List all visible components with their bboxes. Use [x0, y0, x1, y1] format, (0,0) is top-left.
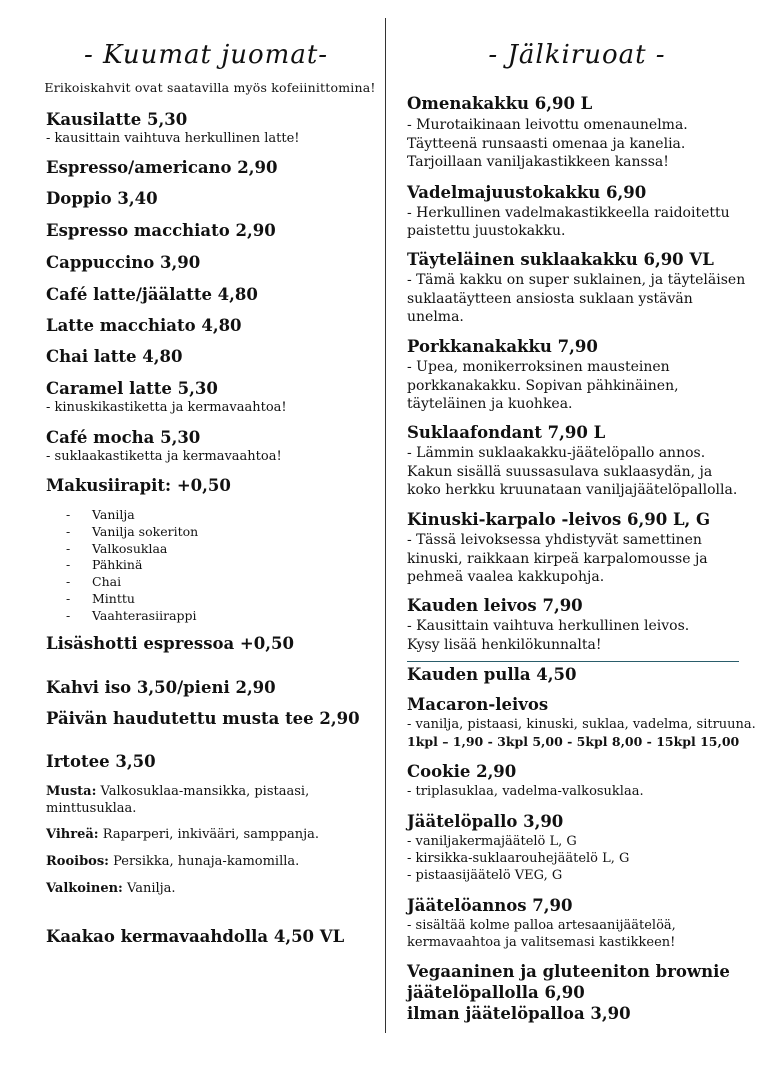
menu-item-desc: - vaniljakermajäätelö L, G [407, 834, 577, 849]
menu-item-desc: kinuski, raikkaan kirpeä karpalomousse ja [407, 551, 708, 567]
menu-item-desc: - pistaasijäätelö VEG, G [407, 868, 563, 883]
menu-item-kauden-leivos: Kauden leivos 7,90 [407, 596, 583, 615]
list-item: - Vaahterasiirappi [66, 607, 197, 623]
menu-item-desc: - Tässä leivoksessa yhdistyvät samettinen [407, 532, 702, 548]
menu-item-desc: - suklaakastiketta ja kermavaahtoa! [46, 449, 282, 464]
column-divider [385, 18, 386, 1033]
menu-item-macaron: Macaron-leivos [407, 695, 549, 714]
menu-item-desc: paistettu juustokakku. [407, 223, 566, 239]
menu-item-desc: - kirsikka-suklaarouhejäätelö L, G [407, 851, 630, 866]
menu-item-cafe-latte: Café latte/jäälatte 4,80 [46, 285, 258, 304]
menu-item-desc: unelma. [407, 309, 464, 325]
desserts-title: - Jälkiruoat - [488, 40, 666, 70]
menu-item-desc: - Lämmin suklaakakku-jäätelöpallo annos. [407, 445, 706, 461]
list-item: - Pähkinä [66, 557, 143, 573]
menu-item-caramel: Caramel latte 5,30 [46, 379, 218, 398]
list-item: - Minttu [66, 590, 135, 606]
menu-item-desc: suklaatäytteen ansiosta suklaan ystävän [407, 291, 693, 307]
decaf-note: Erikoiskahvit ovat saatavilla myös kofeiinittomina! [44, 80, 376, 95]
menu-item-desc: kermavaahtoa ja valitsemasi kastikkeen! [407, 935, 676, 950]
menu-item-chai: Chai latte 4,80 [46, 347, 183, 366]
menu-item-porkkanakakku: Porkkanakakku 7,90 [407, 337, 598, 356]
list-item: - Vanilja [66, 507, 135, 522]
menu-item-suklaakakku: Täyteläinen suklaakakku 6,90 VL [407, 250, 714, 269]
menu-item-cappuccino: Cappuccino 3,90 [46, 253, 201, 272]
menu-item-desc: Täytteenä runsaasti omenaa ja kanelia. [407, 136, 686, 152]
tea-rooibos: Rooibos: Persikka, hunaja-kamomilla. [46, 854, 300, 869]
menu-item-desc: Tarjoillaan vaniljakastikkeen kanssa! [407, 154, 669, 170]
tea-black-cont: minttusuklaa. [46, 801, 137, 816]
menu-item-irtotee: Irtotee 3,50 [46, 752, 156, 771]
menu-item-extra-shot: Lisäshotti espressoa +0,50 [46, 634, 294, 653]
menu-item-desc: - triplasuklaa, vadelma-valkosuklaa. [407, 784, 644, 799]
menu-item-desc: - sisältää kolme palloa artesaanijäätelöä, [407, 918, 676, 933]
menu-item-desc: Kysy lisää henkilökunnalta! [407, 637, 602, 653]
menu-item-desc: - Herkullinen vadelmakastikkeella raidoitettu [407, 205, 730, 221]
menu-item-espresso: Espresso/americano 2,90 [46, 158, 278, 177]
menu-item-desc: - Upea, monikerroksinen mausteinen [407, 359, 670, 375]
list-item: - Valkosuklaa [66, 540, 168, 556]
menu-item-desc: - kinuskikastiketta ja kermavaahtoa! [46, 400, 287, 415]
menu-item-brownie: Vegaaninen ja gluteeniton brownie [407, 962, 730, 981]
section-divider-line [407, 661, 739, 662]
macaron-prices: 1kpl – 1,90 - 3kpl 5,00 - 5kpl 8,00 - 15kpl 15,00 [407, 734, 740, 749]
menu-item-macchiato: Espresso macchiato 2,90 [46, 221, 276, 240]
list-item: - Vanilja sokeriton [66, 523, 199, 539]
menu-item-desc: porkkanakakku. Sopivan pähkinäinen, [407, 378, 679, 394]
menu-item-brownie-with-ice-cream: jäätelöpallolla 6,90 [407, 983, 585, 1002]
menu-item-jaateloannos: Jäätelöannos 7,90 [407, 896, 573, 915]
menu-item-kausilatte: Kausilatte 5,30 [46, 110, 188, 129]
menu-item-fondant: Suklaafondant 7,90 L [407, 423, 606, 442]
hot-drinks-title: - Kuumat juomat- [83, 40, 329, 70]
menu-item-desc: - Kausittain vaihtuva herkullinen leivos. [407, 618, 690, 634]
syrups-title: Makusiirapit: +0,50 [46, 476, 231, 495]
menu-item-mocha: Café mocha 5,30 [46, 428, 201, 447]
menu-item-vadelmajuustokakku: Vadelmajuustokakku 6,90 [407, 183, 647, 202]
menu-item-desc: - Murotaikinaan leivottu omenaunelma. [407, 117, 688, 133]
tea-white: Valkoinen: Vanilja. [46, 881, 176, 896]
menu-item-kauden-pulla: Kauden pulla 4,50 [407, 665, 577, 684]
menu-item-desc: täyteläinen ja kuohkea. [407, 396, 573, 412]
menu-item-cookie: Cookie 2,90 [407, 762, 517, 781]
list-item: - Chai [66, 574, 122, 590]
syrup-list [66, 507, 198, 625]
menu-item-latte-macchiato: Latte macchiato 4,80 [46, 316, 242, 335]
menu-item-desc: koko herkku kruunataan vaniljajäätelöpallolla. [407, 482, 738, 498]
menu-item-coffee: Kahvi iso 3,50/pieni 2,90 [46, 678, 276, 697]
menu-item-kaakao: Kaakao kermavaahdolla 4,50 VL [46, 927, 345, 946]
tea-green: Vihreä: Raparperi, inkivääri, samppanja. [46, 827, 319, 842]
menu-item-desc: - Tämä kakku on super suklainen, ja täyteläisen [407, 272, 746, 288]
menu-item-doppio: Doppio 3,40 [46, 189, 158, 208]
menu-item-kinuski-karpalo: Kinuski-karpalo -leivos 6,90 L, G [407, 510, 711, 529]
menu-item-jaatelopallo: Jäätelöpallo 3,90 [407, 812, 564, 831]
menu-item-desc: pehmeä vaalea kakkupohja. [407, 569, 605, 585]
menu-item-desc: Kakun sisällä suussasulava suklaasydän, ja [407, 464, 713, 480]
menu-item-tea: Päivän haudutettu musta tee 2,90 [46, 709, 360, 728]
menu-item-desc: - kausittain vaihtuva herkullinen latte! [46, 131, 300, 146]
menu-item-omenakakku: Omenakakku 6,90 L [407, 94, 593, 113]
tea-black: Musta: Valkosuklaa-mansikka, pistaasi, [46, 784, 310, 799]
menu-item-brownie-without-ice-cream: ilman jäätelöpalloa 3,90 [407, 1004, 631, 1023]
menu-item-desc: - vanilja, pistaasi, kinuski, suklaa, vadelma, sitruuna. [407, 717, 756, 732]
